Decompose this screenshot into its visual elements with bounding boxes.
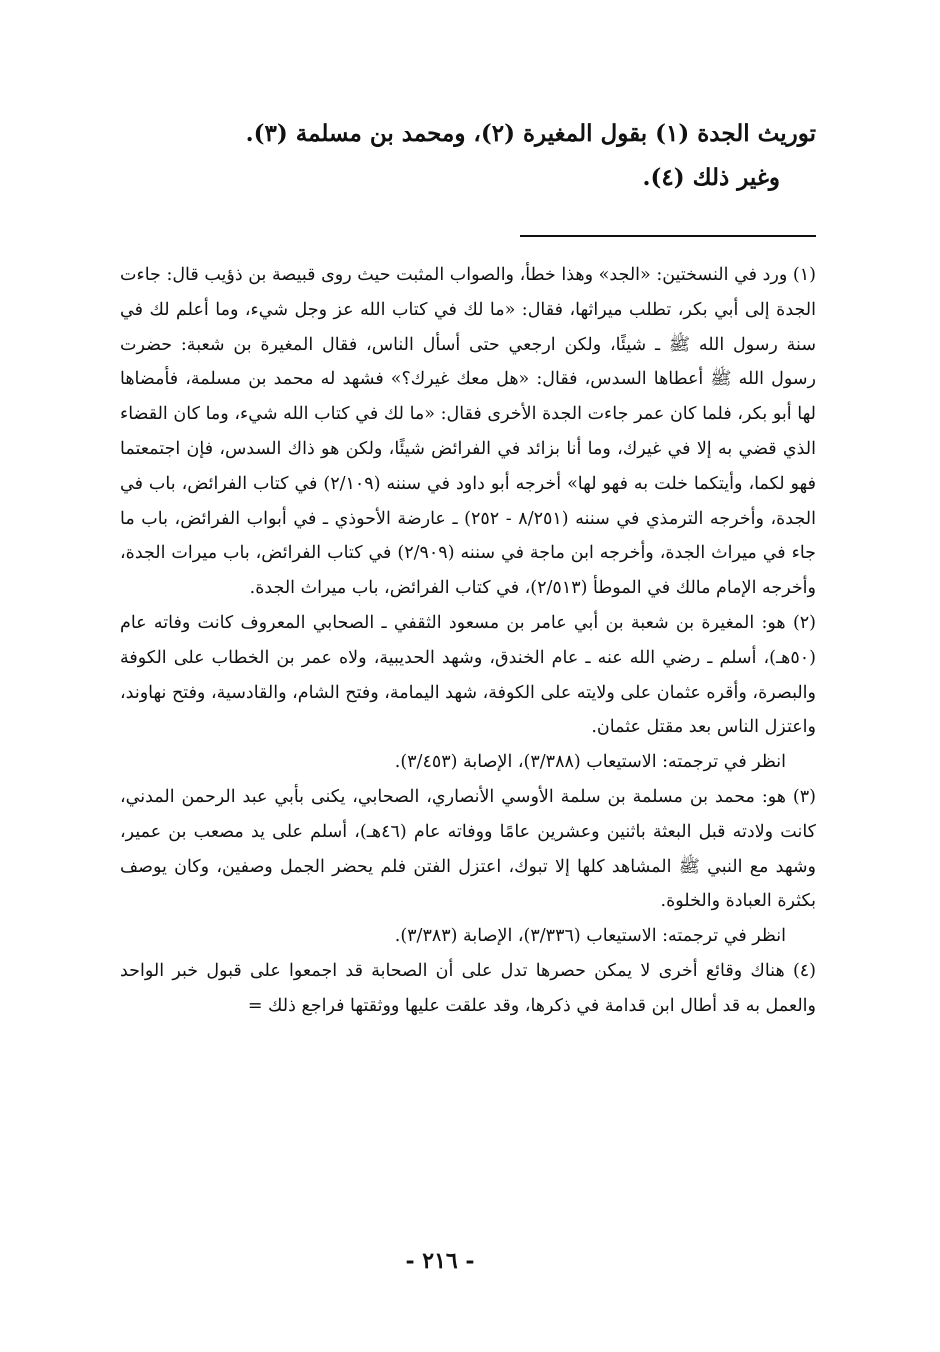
footnote-number: (٣) — [792, 786, 816, 807]
footnote-text: ورد في النسختين: «الجد» وهذا خطأ، والصواب المثبت حيث روى قبيصة بن ذؤيب قال: جاءت الجدة إلى أبي بكر، تطلب ميراثها، فقال: «ما لك في كتاب الله عز وجل شيء، وما أعلم لك في سنة رسول الله ﷺ ـ شيئًا، ولكن ارجعي حتى أسأل الناس، فقال المغيرة بن شعبة: حضرت رسول الله ﷺ أعطاها السدس، فقال: «هل معك غيرك؟» فشهد له محمد بن مسلمة، فأمضاها لها أبو بكر، فلما كان عمر جاءت الجدة الأخرى فقال: «ما لك في كتاب الله شيء، وما كان القضاء الذي قضي به إلا في غيرك، وما أنا بزائد في الفرائض شيئًا، ولكن هو ذاك السدس، فإن اجتمعتما فهو لكما، وأيتكما خلت به فهو لها» أخرجه أبو داود في سننه (٢/١٠٩) في كتاب الفرائض، باب في الجدة، وأخرجه الترمذي في سننه (٨/٢٥١ - ٢٥٢) ـ عارضة الأحوذي ـ في أبواب الفرائض، باب ما جاء في ميراث الجدة، وأخرجه ابن ماجة في سننه (٢/٩٠٩) في كتاب الفرائض، باب ميرات الجدة، وأخرجه الإمام مالك في الموطأ (٢/٥١٣)، في كتاب الفرائض، باب ميراث الجدة. — [120, 265, 816, 599]
footnote-number: (١) — [792, 265, 816, 285]
footnotes-section — [120, 258, 816, 1024]
footnote-number: (٢) — [792, 612, 816, 633]
main-text-line-2: وغير ذلك (٤). — [642, 164, 780, 191]
footnote-4 — [120, 954, 816, 1024]
footnote-number: (٤) — [792, 960, 816, 981]
footnote-divider — [520, 235, 816, 237]
footnote-text: هو: محمد بن مسلمة بن سلمة الأوسي الأنصاري، الصحابي، يكنى بأبي عبد الرحمن المدني، كانت ولادته قبل البعثة باثنين وعشرين عامًا ووفاته عام (٤٦هـ)، أسلم على يد مصعب بن عمير، وشهد مع النبي ﷺ المشاهد كلها إلا تبوك، اعتزل الفتن فلم يحضر الجمل وصفين، وكان يوصف بكثرة العبادة والخلوة. — [120, 786, 817, 912]
footnote-text: هو: المغيرة بن شعبة بن أبي عامر بن مسعود الثقفي ـ الصحابي المعروف كانت وفاته عام (٥٠هـ)، أسلم ـ رضي الله عنه ـ عام الخندق، وشهد الحديبية، ولاه عمر بن الخطاب على الكوفة والبصرة، وأقره عثمان على ولايته على الكوفة، شهد اليمامة، وفتح الشام، والقادسية، وفتح نهاوند، واعتزل الناس بعد مقتل عثمان. — [120, 612, 816, 738]
footnote-2 — [120, 606, 816, 745]
footnote-3 — [120, 780, 816, 919]
footnote-1 — [120, 258, 816, 606]
footnote-2-reference: انظر في ترجمته: الاستيعاب (٣/٣٨٨)، الإصابة (٣/٤٥٣). — [394, 752, 786, 773]
page-number: - ٢١٦ - — [405, 1248, 475, 1274]
footnote-3-reference: انظر في ترجمته: الاستيعاب (٣/٣٣٦)، الإصابة (٣/٣٨٣). — [394, 926, 786, 947]
footnote-text: هناك وقائع أخرى لا يمكن حصرها تدل على أن الصحابة قد اجمعوا على قبول خبر الواحد والعمل به قد أطال ابن قدامة في ذكرها، وقد علقت عليها ووثقتها فراجع ذلك = — [120, 960, 816, 1016]
main-text — [116, 112, 816, 200]
main-text-line-1: توريث الجدة (١) بقول المغيرة (٢)، ومحمد بن مسلمة (٣). — [245, 120, 816, 147]
